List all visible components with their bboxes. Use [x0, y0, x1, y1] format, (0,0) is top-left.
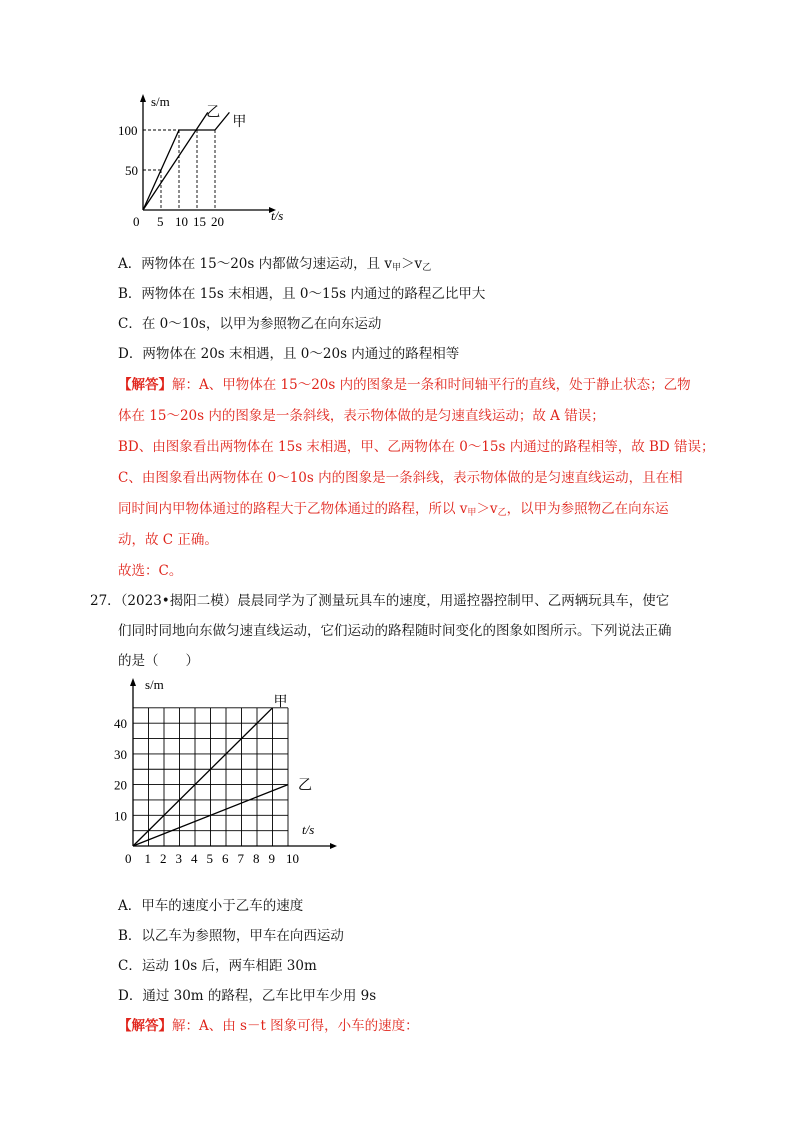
answer27-line-1	[118, 1016, 419, 1036]
y-axis-label: s/m	[145, 677, 164, 692]
y-tick-label: 100	[118, 123, 138, 138]
q26-option-a	[118, 254, 431, 278]
answer27-text: 解：A、由 s－t 图象可得，小车的速度：	[172, 1018, 419, 1034]
x-tick-label: 10	[175, 214, 188, 229]
q26-option-b: B．两物体在 15s 末相遇，且 0～15s 内通过的路程乙比甲大	[118, 286, 486, 302]
q26-option-d: D．两物体在 20s 末相遇，且 0～20s 内通过的路程相等	[118, 346, 460, 362]
x-tick-label: 6	[222, 851, 229, 866]
q27-option-b: B．以乙车为参照物，甲车在向西运动	[118, 928, 344, 944]
y-axis-arrow	[130, 678, 136, 686]
x-tick-label: 0	[133, 214, 140, 229]
series-line-jia	[143, 112, 229, 210]
series-label-yi: 乙	[298, 778, 312, 794]
answer26-line-2: 体在 15～20s 内的图象是一条斜线，表示物体做的是匀速直线运动；故 A 错误；	[118, 408, 605, 424]
answer27-tag: 【解答】	[118, 1018, 172, 1034]
answer26-line-5-suffix: ，以甲为参照物乙在向东运	[506, 501, 669, 517]
x-tick-label: 5	[157, 214, 164, 229]
subscript-yi: 乙	[497, 508, 507, 518]
answer26-conclusion: 故选：C。	[118, 563, 183, 579]
q27-stem-line-3: 的是（ ）	[118, 653, 199, 669]
x-axis-label: t/s	[302, 822, 315, 837]
answer26-line-5-prefix: 同时间内甲物体通过的路程大于乙物体通过的路程，所以 v	[118, 501, 468, 517]
y-tick-label: 20	[114, 777, 127, 793]
x-tick-label: 0	[125, 851, 132, 866]
answer26-line-5-mid: ＞v	[476, 501, 498, 517]
subscript-jia: 甲	[467, 508, 477, 518]
subscript-jia: 甲	[392, 263, 402, 273]
y-tick-label: 40	[114, 716, 127, 732]
series-label-yi: 乙	[206, 105, 221, 121]
answer26-tag: 【解答】	[118, 377, 172, 393]
q26-option-c: C．在 0～10s，以甲为参照物乙在向东运动	[118, 316, 382, 332]
y-axis-label: s/m	[151, 94, 170, 109]
y-tick-label: 10	[114, 808, 127, 824]
q26-option-a-mid: ＞v	[401, 256, 423, 272]
x-tick-label: 8	[253, 851, 260, 866]
x-axis-arrow	[330, 843, 337, 849]
answer26-text-1: 解：A、甲物体在 15～20s 内的图象是一条和时间轴平行的直线，处于静止状态；乙物	[172, 377, 691, 393]
y-axis-arrow	[140, 94, 146, 102]
x-axis-label: t/s	[271, 208, 284, 223]
x-tick-label: 20	[211, 214, 224, 229]
subscript-yi: 乙	[422, 263, 432, 273]
answer26-line-1	[118, 375, 691, 395]
x-tick-label: 7	[237, 851, 244, 866]
series-label-jia: 甲	[232, 115, 247, 130]
chart-1-s-t-graph	[110, 90, 284, 230]
q27-option-a: A．甲车的速度小于乙车的速度	[118, 898, 304, 914]
answer26-line-6: 动，故 C 正确。	[118, 532, 218, 548]
x-tick-label: 2	[160, 851, 167, 866]
answer26-line-3: BD、由图象看出两物体在 15s 末相遇，甲、乙两物体在 0～15s 内通过的路程相等，故 BD 错误；	[118, 439, 715, 455]
q27-option-d: D．通过 30m 的路程，乙车比甲车少用 9s	[118, 988, 377, 1004]
answer26-line-5	[118, 499, 669, 523]
x-tick-label: 15	[193, 214, 206, 229]
q27-stem-line-2: 们同时同地向东做匀速直线运动，它们运动的路程随时间变化的图象如图所示。下列说法正确	[118, 623, 672, 639]
series-label-jia: 甲	[273, 694, 288, 710]
y-tick-label: 30	[114, 746, 127, 762]
x-tick-label: 4	[191, 851, 198, 866]
x-tick-label: 1	[144, 851, 151, 866]
q27-stem-line-1: 27．（2023•揭阳二模）晨晨同学为了测量玩具车的速度，用遥控器控制甲、乙两辆玩具车，使它	[90, 593, 670, 609]
q27-option-c: C．运动 10s 后，两车相距 30m	[118, 958, 317, 974]
x-tick-label: 3	[175, 851, 182, 866]
answer26-line-4: C、由图象看出两物体在 0～10s 内的图象是一条斜线，表示物体做的是匀速直线运动，且在相	[118, 470, 683, 486]
series-line-jia	[133, 708, 273, 846]
y-tick-label: 50	[125, 163, 138, 178]
x-tick-label: 5	[206, 851, 213, 866]
x-tick-label: 10	[286, 851, 299, 866]
q26-option-a-text: A．两物体在 15～20s 内都做匀速运动，且 v	[118, 256, 393, 272]
series-line-yi	[143, 112, 208, 210]
x-tick-label: 9	[268, 851, 275, 866]
chart-2-s-t-graph	[108, 672, 333, 867]
